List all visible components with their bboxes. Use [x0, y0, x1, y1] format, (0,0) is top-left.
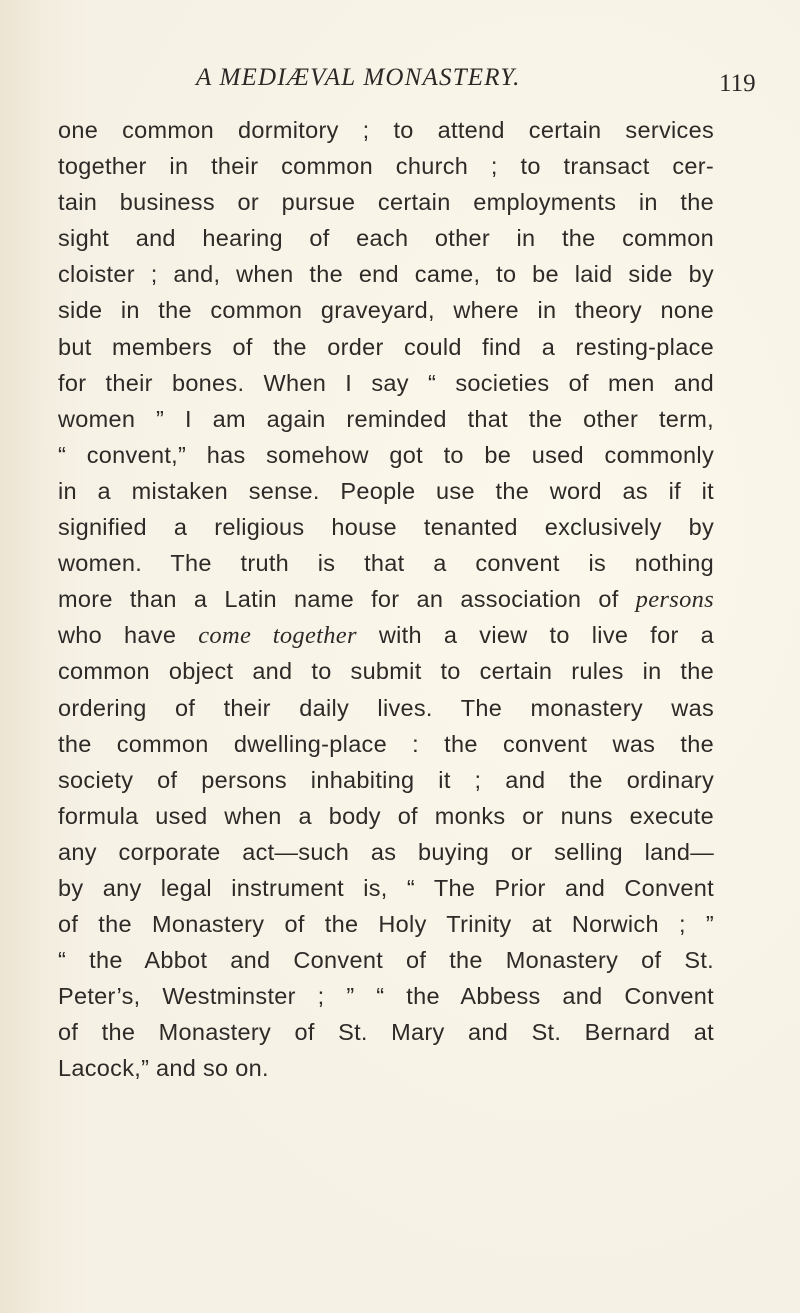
text-line: of the Monastery of St. Mary and St. Bernard at: [58, 1019, 714, 1046]
body-paragraph: [58, 112, 714, 1087]
text-line: who have come together with a view to live for a: [58, 622, 715, 650]
text-line: Peter’s, Westminster ; ” “ the Abbess and Convent: [58, 983, 714, 1010]
text-line: more than a Latin name for an association of persons: [58, 586, 714, 614]
italic-emphasis: come together: [198, 622, 357, 650]
text-line: sight and hearing of each other in the common: [58, 225, 714, 252]
text-line: “ convent,” has somehow got to be used commonly: [58, 441, 714, 468]
page-number: 119: [719, 70, 756, 97]
running-title: A MEDIÆVAL MONASTERY.: [196, 64, 521, 91]
text-line: women. The truth is that a convent is nothing: [58, 550, 714, 577]
text-line: cloister ; and, when the end came, to be laid side by: [58, 261, 714, 288]
text-line: by any legal instrument is, “ The Prior and Convent: [58, 874, 714, 901]
text-line: society of persons inhabiting it ; and the ordinary: [58, 766, 714, 793]
text-line: Lacock,” and so on.: [58, 1055, 269, 1082]
text-line: one common dormitory ; to attend certain services: [58, 117, 714, 143]
text-line: ordering of their daily lives. The monastery was: [58, 694, 714, 721]
text-line: tain business or pursue certain employments in the: [58, 189, 714, 216]
text-line: together in their common church ; to transact cer-: [58, 153, 714, 180]
text-line: “ the Abbot and Convent of the Monastery of St.: [58, 947, 714, 974]
text-line: signified a religious house tenanted exclusively by: [58, 514, 714, 541]
italic-emphasis: persons: [635, 586, 714, 614]
text-line: but members of the order could find a resting-place: [58, 333, 714, 360]
text-line: side in the common graveyard, where in theory none: [58, 297, 714, 324]
text-line: common object and to submit to certain rules in the: [58, 658, 714, 685]
text-line: for their bones. When I say “ societies of men and: [58, 369, 714, 396]
text-line: in a mistaken sense. People use the word as if it: [58, 477, 714, 504]
text-line: formula used when a body of monks or nuns execute: [58, 802, 714, 829]
text-line: women ” I am again reminded that the other term,: [58, 405, 714, 432]
text-line: any corporate act—such as buying or selling land—: [58, 838, 714, 865]
text-line: the common dwelling-place : the convent was the: [58, 730, 714, 757]
text-line: of the Monastery of the Holy Trinity at Norwich ; ”: [58, 911, 714, 938]
